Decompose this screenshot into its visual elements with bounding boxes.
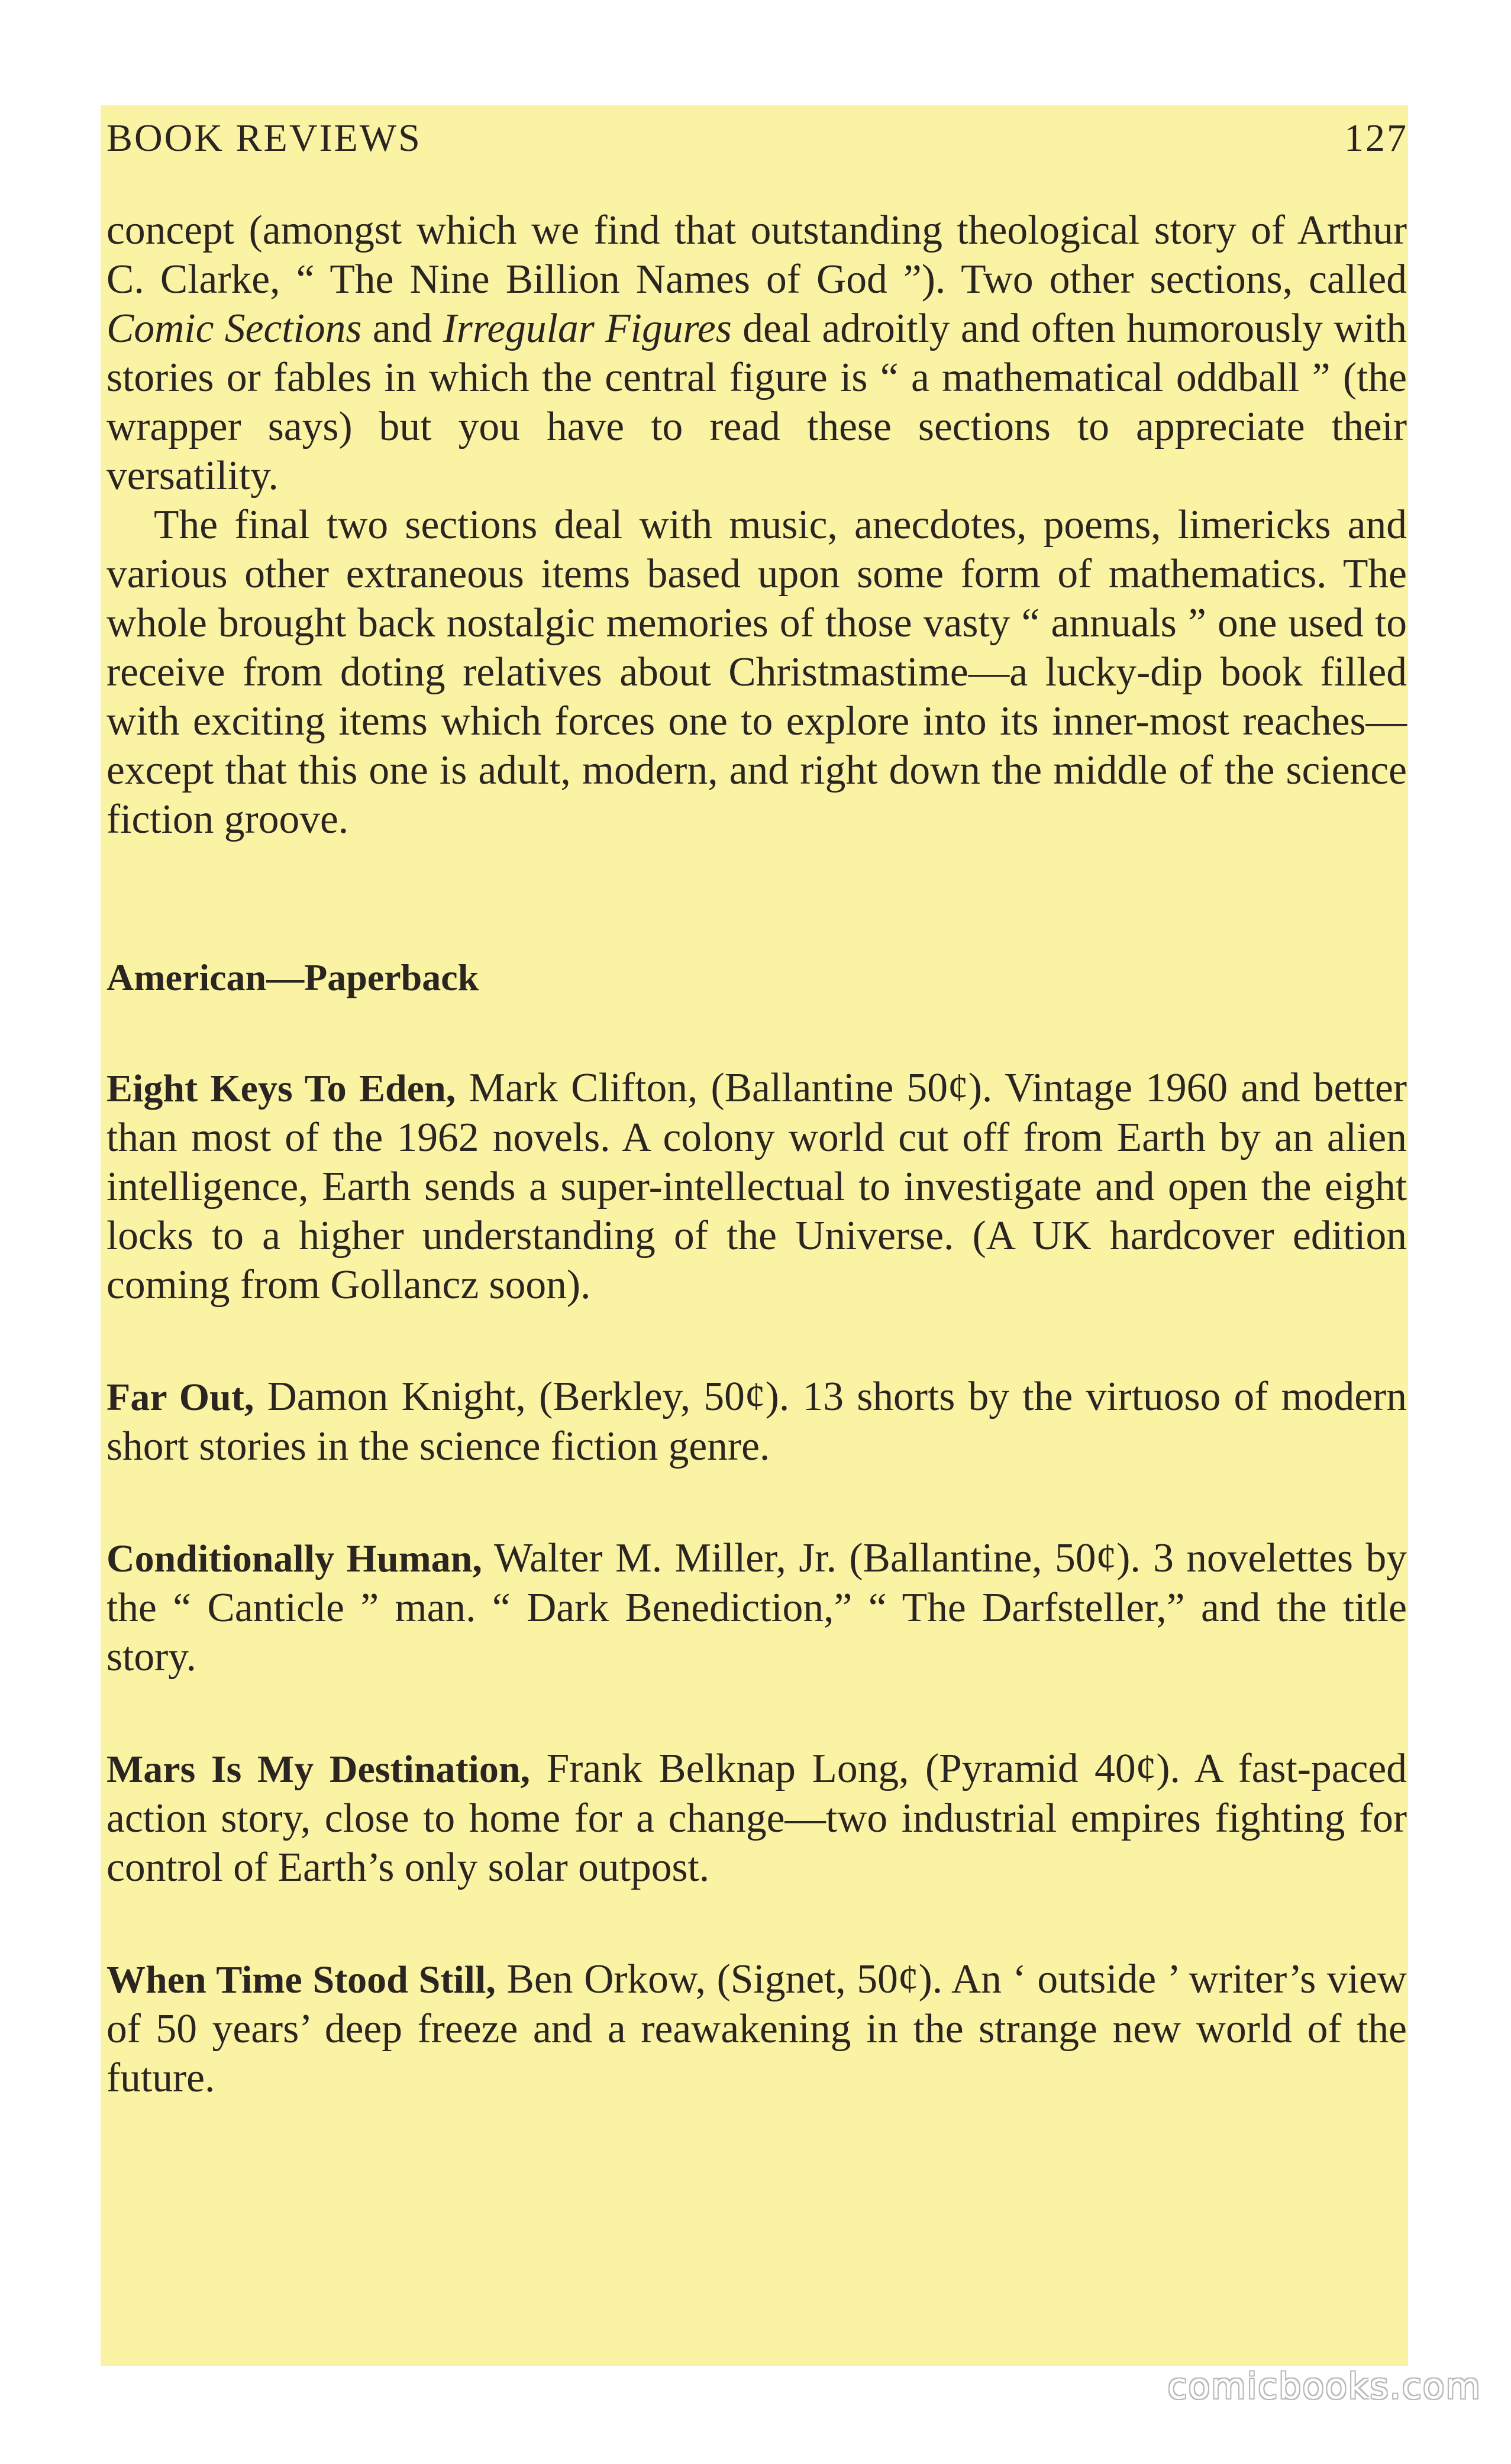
page-header: [106, 116, 1408, 163]
intro-paragraph-2: The final two sections deal with music, anecdotes, poems, limericks and various other extraneous items based upon some form of mathematics. The whole brought back nostalgic memories of those vasty “ annuals ” one used to receive from doting relatives about Christmastime—a lucky-dip book filled with exciting items which forces one to explore into its inner-most reaches—except that this one is adult, modern, and right down the middle of the science fiction groove.: [106, 502, 1407, 842]
review-text: Walter M. Miller, Jr. (Ballantine, 50¢). 3 novelettes by the “ Canticle ” man. “ Dark Benediction,” “ The Darfsteller,” and the title story.: [106, 1535, 1407, 1680]
intro-text: concept (amongst which we find that outstanding theological story of Arthur C. Clarke, “ The Nine Billion Names of God ”). Two other sections, called: [106, 208, 1407, 302]
review-entry: [106, 1534, 1407, 1682]
intro-paragraph-1: [106, 206, 1407, 500]
review-text: Ben Orkow, (Signet, 50¢). An ‘ outside ’ writer’s view of 50 years’ deep freeze and a reawakening in the strange new world of the future.: [106, 1957, 1407, 2101]
review-entry: [106, 1372, 1407, 1471]
review-entry: [106, 1955, 1407, 2103]
review-entry: [106, 1063, 1407, 1309]
intro-text: and: [361, 306, 443, 351]
article-body: [106, 206, 1407, 2103]
page-number: 127: [1344, 117, 1408, 160]
intro-text: deal adroitly and often humorously with stories or fables in which the central figure is “ a mathematical oddball ” (the wrapper says) but you have to read these sections to appreciate their versatility.: [106, 306, 1407, 499]
section-title-comic-sections: Comic Sections: [106, 306, 362, 351]
watermark: comicbooks.com: [1167, 2366, 1481, 2407]
book-title: Mars Is My Destination,: [106, 1748, 531, 1791]
section-title-irregular-figures: Irregular Figures: [443, 306, 732, 351]
section-heading: American—Paperback: [106, 956, 479, 998]
book-title: Eight Keys To Eden,: [106, 1067, 456, 1110]
book-title: Conditionally Human,: [106, 1537, 482, 1580]
book-title: When Time Stood Still,: [106, 1958, 496, 2001]
book-title: Far Out,: [106, 1376, 254, 1419]
review-text: Damon Knight, (Berkley, 50¢). 13 shorts by the virtuoso of modern short stories in the science fiction genre.: [106, 1374, 1407, 1469]
running-title: BOOK REVIEWS: [106, 117, 422, 160]
review-text: Frank Belknap Long, (Pyramid 40¢). A fast-paced action story, close to home for a change—two industrial empires fighting for control of Earth’s only solar outpost.: [106, 1746, 1407, 1890]
review-entry: [106, 1744, 1407, 1892]
review-text: Mark Clifton, (Ballantine 50¢). Vintage 1960 and better than most of the 1962 novels. A colony world cut off from Earth by an alien intelligence, Earth sends a super-intellectual to investigate and open the eight locks to a higher understanding of the Universe. (A UK hardcover edition coming from Gollancz soon).: [106, 1065, 1407, 1308]
